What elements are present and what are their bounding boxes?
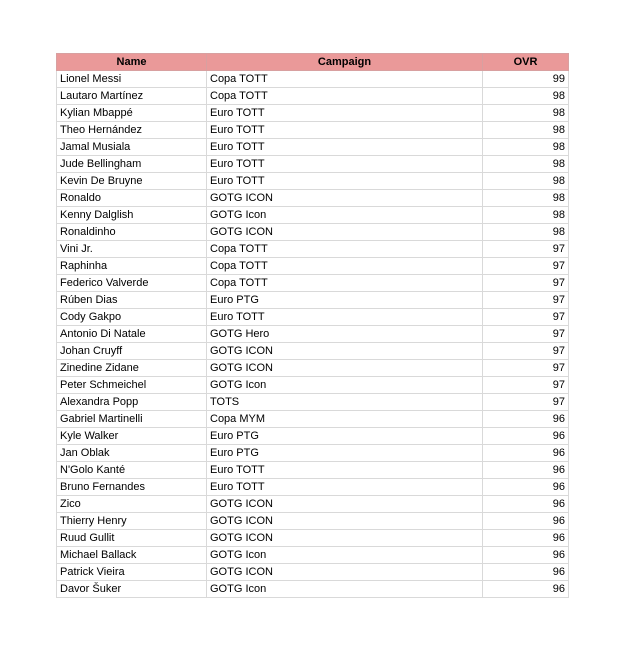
table-row xyxy=(57,343,569,360)
cell-name[interactable]: Thierry Henry xyxy=(57,513,207,530)
cell-ovr[interactable]: 96 xyxy=(483,530,569,547)
cell-ovr[interactable]: 96 xyxy=(483,445,569,462)
header-ovr[interactable]: OVR xyxy=(483,54,569,71)
table-row xyxy=(57,275,569,292)
cell-name[interactable]: Kylian Mbappé xyxy=(57,105,207,122)
cell-campaign[interactable]: Euro TOTT xyxy=(207,139,483,156)
cell-campaign[interactable]: Euro PTG xyxy=(207,428,483,445)
players-table xyxy=(56,53,569,598)
table-row xyxy=(57,258,569,275)
cell-name[interactable]: Ruud Gullit xyxy=(57,530,207,547)
cell-ovr[interactable]: 96 xyxy=(483,581,569,598)
cell-name[interactable]: Jude Bellingham xyxy=(57,156,207,173)
cell-campaign[interactable]: GOTG Icon xyxy=(207,377,483,394)
cell-ovr[interactable]: 98 xyxy=(483,190,569,207)
header-campaign[interactable]: Campaign xyxy=(207,54,483,71)
cell-name[interactable]: N'Golo Kanté xyxy=(57,462,207,479)
cell-campaign[interactable]: GOTG ICON xyxy=(207,564,483,581)
cell-ovr[interactable]: 98 xyxy=(483,207,569,224)
cell-name[interactable]: Davor Šuker xyxy=(57,581,207,598)
cell-ovr[interactable]: 97 xyxy=(483,292,569,309)
cell-ovr[interactable]: 96 xyxy=(483,496,569,513)
cell-campaign[interactable]: Euro PTG xyxy=(207,445,483,462)
cell-name[interactable]: Ronaldinho xyxy=(57,224,207,241)
cell-campaign[interactable]: Copa TOTT xyxy=(207,275,483,292)
cell-name[interactable]: Kyle Walker xyxy=(57,428,207,445)
table-row xyxy=(57,445,569,462)
cell-campaign[interactable]: Euro TOTT xyxy=(207,479,483,496)
table-row xyxy=(57,530,569,547)
cell-name[interactable]: Peter Schmeichel xyxy=(57,377,207,394)
table-row xyxy=(57,462,569,479)
cell-name[interactable]: Alexandra Popp xyxy=(57,394,207,411)
cell-name[interactable]: Jamal Musiala xyxy=(57,139,207,156)
cell-campaign[interactable]: GOTG Hero xyxy=(207,326,483,343)
table-row xyxy=(57,173,569,190)
cell-ovr[interactable]: 97 xyxy=(483,394,569,411)
table-row xyxy=(57,292,569,309)
table-header xyxy=(57,54,569,71)
cell-campaign[interactable]: Copa TOTT xyxy=(207,258,483,275)
cell-name[interactable]: Bruno Fernandes xyxy=(57,479,207,496)
table-row xyxy=(57,394,569,411)
cell-ovr[interactable]: 98 xyxy=(483,224,569,241)
cell-ovr[interactable]: 97 xyxy=(483,326,569,343)
cell-campaign[interactable]: GOTG Icon xyxy=(207,547,483,564)
cell-ovr[interactable]: 96 xyxy=(483,479,569,496)
cell-ovr[interactable]: 96 xyxy=(483,547,569,564)
cell-campaign[interactable]: GOTG Icon xyxy=(207,207,483,224)
table-row xyxy=(57,564,569,581)
header-row xyxy=(57,54,569,71)
cell-ovr[interactable]: 97 xyxy=(483,309,569,326)
cell-name[interactable]: Theo Hernández xyxy=(57,122,207,139)
cell-ovr[interactable]: 96 xyxy=(483,513,569,530)
cell-ovr[interactable]: 98 xyxy=(483,88,569,105)
table-row xyxy=(57,411,569,428)
cell-campaign[interactable]: GOTG ICON xyxy=(207,496,483,513)
cell-ovr[interactable]: 98 xyxy=(483,139,569,156)
cell-ovr[interactable]: 96 xyxy=(483,428,569,445)
cell-campaign[interactable]: Euro TOTT xyxy=(207,105,483,122)
cell-name[interactable]: Zinedine Zidane xyxy=(57,360,207,377)
table-row xyxy=(57,105,569,122)
table-row xyxy=(57,139,569,156)
table-row xyxy=(57,71,569,88)
cell-ovr[interactable]: 96 xyxy=(483,411,569,428)
cell-name[interactable]: Lionel Messi xyxy=(57,71,207,88)
cell-campaign[interactable]: Euro PTG xyxy=(207,292,483,309)
table-row xyxy=(57,513,569,530)
cell-name[interactable]: Kenny Dalglish xyxy=(57,207,207,224)
header-name[interactable]: Name xyxy=(57,54,207,71)
cell-name[interactable]: Antonio Di Natale xyxy=(57,326,207,343)
table-row xyxy=(57,224,569,241)
cell-campaign[interactable]: Copa TOTT xyxy=(207,88,483,105)
table-row xyxy=(57,190,569,207)
cell-campaign[interactable]: GOTG ICON xyxy=(207,530,483,547)
cell-campaign[interactable]: Euro TOTT xyxy=(207,173,483,190)
table-row xyxy=(57,326,569,343)
cell-campaign[interactable]: GOTG ICON xyxy=(207,224,483,241)
table-body xyxy=(57,71,569,598)
cell-campaign[interactable]: GOTG Icon xyxy=(207,581,483,598)
cell-ovr[interactable]: 98 xyxy=(483,156,569,173)
cell-ovr[interactable]: 97 xyxy=(483,343,569,360)
cell-ovr[interactable]: 97 xyxy=(483,258,569,275)
table-row xyxy=(57,496,569,513)
table-row xyxy=(57,360,569,377)
cell-campaign[interactable]: Euro TOTT xyxy=(207,309,483,326)
cell-ovr[interactable]: 96 xyxy=(483,462,569,479)
cell-campaign[interactable]: Euro TOTT xyxy=(207,122,483,139)
cell-campaign[interactable]: GOTG ICON xyxy=(207,343,483,360)
table-row xyxy=(57,377,569,394)
cell-campaign[interactable]: Euro TOTT xyxy=(207,462,483,479)
cell-name[interactable]: Kevin De Bruyne xyxy=(57,173,207,190)
table-row xyxy=(57,122,569,139)
table-row xyxy=(57,88,569,105)
cell-campaign[interactable]: GOTG ICON xyxy=(207,360,483,377)
table-row xyxy=(57,156,569,173)
cell-name[interactable]: Jan Oblak xyxy=(57,445,207,462)
cell-name[interactable]: Ronaldo xyxy=(57,190,207,207)
table-row xyxy=(57,547,569,564)
cell-campaign[interactable]: GOTG ICON xyxy=(207,190,483,207)
cell-name[interactable]: Federico Valverde xyxy=(57,275,207,292)
cell-ovr[interactable]: 97 xyxy=(483,360,569,377)
cell-name[interactable]: Patrick Vieira xyxy=(57,564,207,581)
table-row xyxy=(57,207,569,224)
cell-campaign[interactable]: GOTG ICON xyxy=(207,513,483,530)
table-row xyxy=(57,309,569,326)
table-row xyxy=(57,581,569,598)
cell-name[interactable]: Michael Ballack xyxy=(57,547,207,564)
cell-name[interactable]: Gabriel Martinelli xyxy=(57,411,207,428)
cell-campaign[interactable]: Copa TOTT xyxy=(207,241,483,258)
cell-ovr[interactable]: 98 xyxy=(483,122,569,139)
table-row xyxy=(57,428,569,445)
cell-name[interactable]: Johan Cruyff xyxy=(57,343,207,360)
cell-campaign[interactable]: Euro TOTT xyxy=(207,156,483,173)
cell-ovr[interactable]: 97 xyxy=(483,377,569,394)
cell-name[interactable]: Rúben Dias xyxy=(57,292,207,309)
cell-ovr[interactable]: 99 xyxy=(483,71,569,88)
table-row xyxy=(57,241,569,258)
cell-ovr[interactable]: 98 xyxy=(483,173,569,190)
cell-campaign[interactable]: Copa TOTT xyxy=(207,71,483,88)
cell-name[interactable]: Vini Jr. xyxy=(57,241,207,258)
cell-campaign[interactable]: TOTS xyxy=(207,394,483,411)
cell-name[interactable]: Zico xyxy=(57,496,207,513)
table-row xyxy=(57,479,569,496)
cell-name[interactable]: Lautaro Martínez xyxy=(57,88,207,105)
cell-campaign[interactable]: Copa MYM xyxy=(207,411,483,428)
cell-name[interactable]: Cody Gakpo xyxy=(57,309,207,326)
cell-ovr[interactable]: 97 xyxy=(483,241,569,258)
cell-ovr[interactable]: 97 xyxy=(483,275,569,292)
cell-name[interactable]: Raphinha xyxy=(57,258,207,275)
cell-ovr[interactable]: 98 xyxy=(483,105,569,122)
cell-ovr[interactable]: 96 xyxy=(483,564,569,581)
